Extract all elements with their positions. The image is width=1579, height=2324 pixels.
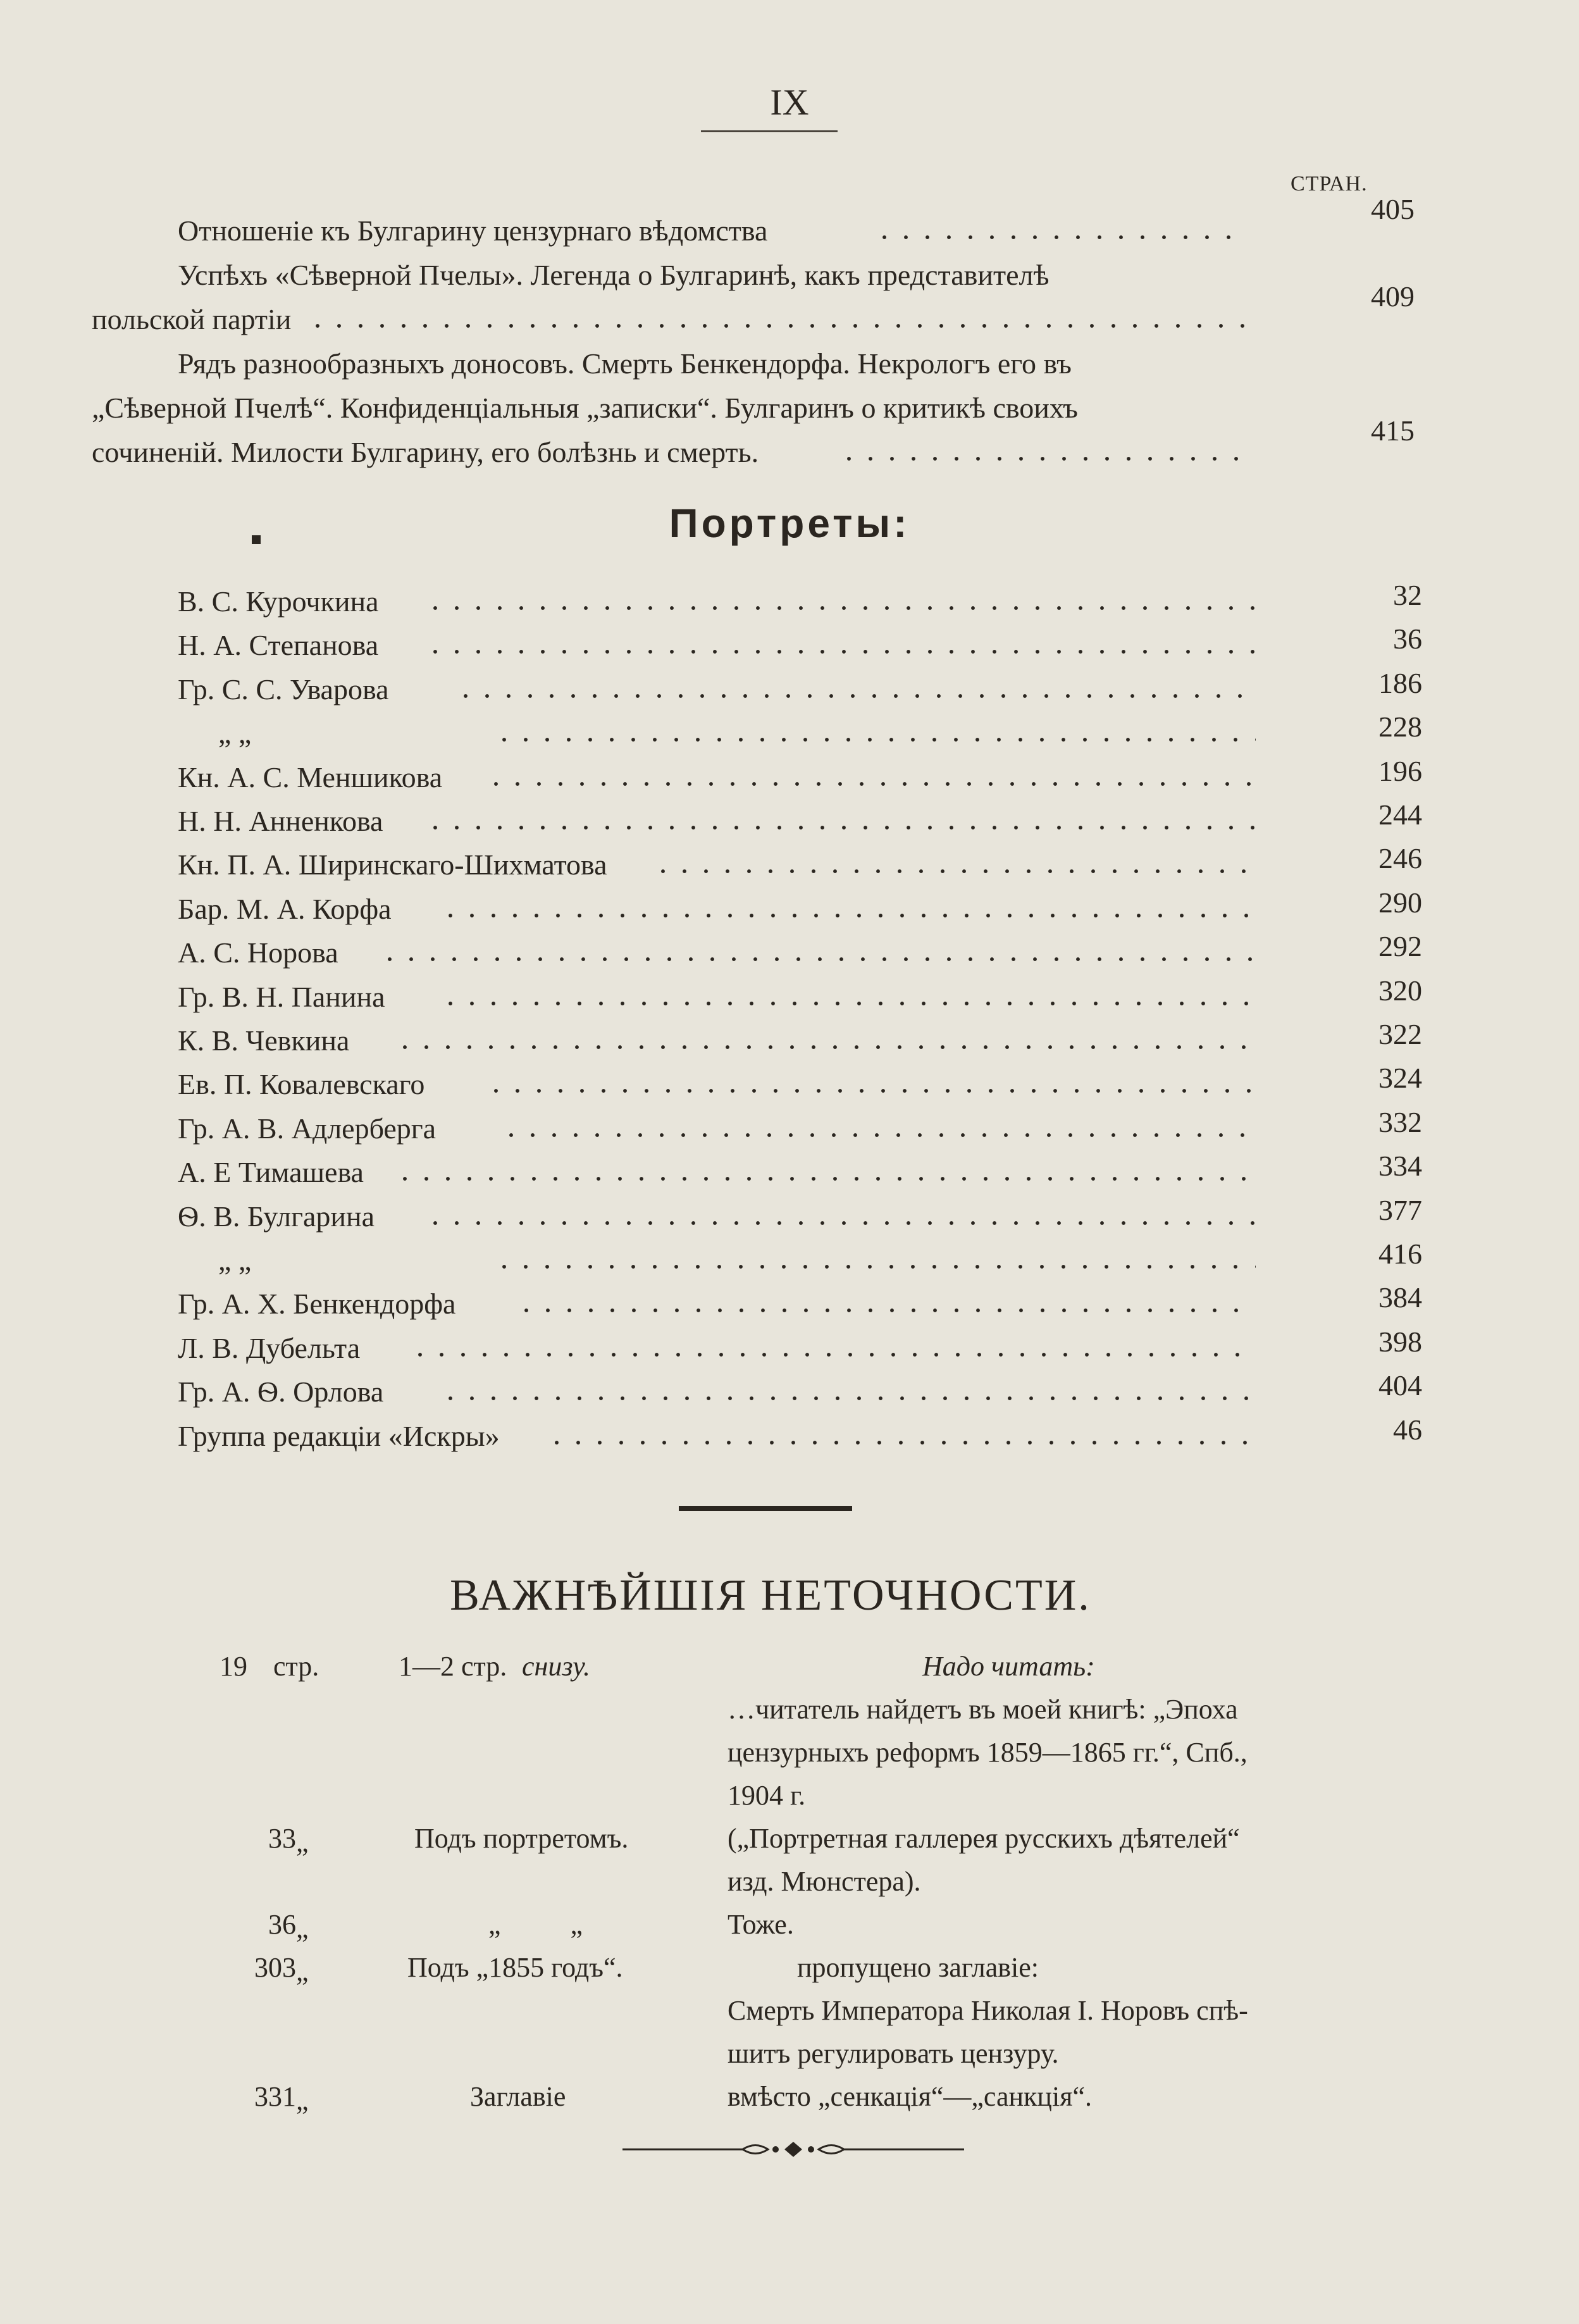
- errata-ditto: „: [296, 1956, 309, 1987]
- errata-header-line-suffix: снизу.: [522, 1651, 590, 1682]
- errata-header-page-unit: стр.: [273, 1651, 319, 1682]
- portrait-page: 404: [1378, 1369, 1422, 1402]
- chapter-entry-text: Отношеніе къ Булгарину цензурнаго вѣдомства: [178, 214, 768, 247]
- portrait-name: Кн. П. А. Ширинскаго-Шихматова: [178, 848, 607, 881]
- page-column-header: СТРАН.: [1291, 172, 1368, 196]
- portrait-name: Гр. А. Ѳ. Орлова: [178, 1376, 384, 1408]
- dot-leader: [379, 957, 1256, 961]
- portrait-page: 196: [1378, 754, 1422, 787]
- dot-leader: [307, 324, 1246, 328]
- portrait-entry: [0, 1414, 1579, 1458]
- errata-location: Подъ портретомъ.: [414, 1823, 629, 1854]
- chapter-entry-line: [0, 414, 1579, 475]
- portrait-page: 244: [1378, 798, 1422, 831]
- errata-ditto: „: [296, 2085, 309, 2116]
- portrait-name: В. С. Курочкина: [178, 585, 379, 618]
- errata-header-line: 1—2 стр.: [399, 1651, 507, 1682]
- chapter-entry-text: сочиненій. Милости Булгарину, его болѣзнь и смерть.: [92, 436, 759, 468]
- ornament-divider-icon: [622, 2139, 964, 2160]
- portrait-name: Гр. С. С. Уварова: [178, 673, 389, 705]
- portrait-name: „ „: [218, 717, 252, 750]
- errata-page: 303: [254, 1952, 296, 1983]
- errata-correction: …читатель найдетъ въ моей книгѣ: „Эпоха: [728, 1694, 1238, 1725]
- portrait-name: Ев. П. Ковалевскаго: [178, 1068, 425, 1101]
- portrait-page: 384: [1378, 1281, 1422, 1314]
- portrait-page: 322: [1378, 1018, 1422, 1050]
- portrait-name: Бар. М. А. Корфа: [178, 892, 392, 925]
- portrait-name: К. В. Чевкина: [178, 1024, 350, 1057]
- chapter-entry-line: [0, 342, 1579, 386]
- errata-ditto: „: [296, 1827, 309, 1858]
- dot-leader: [394, 1045, 1256, 1049]
- page-number: IX: [770, 82, 809, 123]
- dot-leader: [409, 1353, 1256, 1357]
- portrait-page: 186: [1378, 666, 1422, 699]
- chapter-entry-page: 409: [1371, 280, 1415, 313]
- errata-correction: 1904 г.: [728, 1780, 806, 1811]
- errata-ditto: „: [296, 1913, 309, 1944]
- errata-location: Заглавіе: [470, 2081, 566, 2112]
- dot-leader: [440, 914, 1256, 917]
- portrait-name: „ „: [218, 1244, 252, 1276]
- header-rule: [701, 130, 838, 132]
- dot-leader: [394, 1177, 1256, 1181]
- dot-leader: [485, 782, 1256, 786]
- chapter-entry-text: Успѣхъ «Сѣверной Пчелы». Легенда о Булгаринѣ, какъ представителѣ: [178, 259, 1050, 291]
- portrait-name: А. С. Норова: [178, 936, 338, 969]
- portrait-name: А. Е Тимашева: [178, 1156, 364, 1189]
- errata-header-page: 19: [220, 1651, 247, 1682]
- errata-correction: („Портретная галлерея русскихъ дѣятелей“: [728, 1823, 1240, 1854]
- chapter-entry-line: [0, 193, 1579, 253]
- section-rule: [679, 1506, 852, 1511]
- portrait-page: 332: [1378, 1105, 1422, 1138]
- portrait-page: 398: [1378, 1325, 1422, 1358]
- errata-correction: вмѣсто „сенкація“—„санкція“.: [728, 2081, 1092, 2112]
- errata-correction: Тоже.: [728, 1909, 794, 1940]
- errata-location: „ „: [488, 1909, 583, 1940]
- chapter-entry-page: 405: [1371, 193, 1415, 225]
- bullet-mark: [252, 535, 261, 544]
- chapter-entry-text: Рядъ разнообразныхъ доносовъ. Смерть Бенкендорфа. Некрологъ его въ: [178, 347, 1072, 380]
- errata-page: 36: [268, 1909, 296, 1940]
- dot-leader: [516, 1308, 1256, 1312]
- portrait-page: 32: [1393, 579, 1422, 611]
- dot-leader: [424, 606, 1256, 610]
- portrait-page: 246: [1378, 842, 1422, 875]
- errata-correction: шитъ регулировать цензуру.: [728, 2038, 1059, 2069]
- dot-leader: [424, 1221, 1256, 1225]
- dot-leader: [424, 826, 1256, 830]
- portrait-name: Гр. А. В. Адлерберга: [178, 1112, 437, 1145]
- portrait-page: 290: [1378, 886, 1422, 919]
- errata-page: 33: [268, 1823, 296, 1854]
- portrait-name: Кн. А. С. Меншикова: [178, 761, 443, 793]
- dot-leader: [455, 694, 1256, 698]
- portrait-page: 416: [1378, 1238, 1422, 1270]
- dot-leader: [500, 1133, 1256, 1137]
- chapter-entry-text: польской партіи: [92, 303, 292, 335]
- portrait-page: 324: [1378, 1062, 1422, 1095]
- portrait-name: Ѳ. В. Булгарина: [178, 1200, 375, 1233]
- errata-correction: пропущено заглавіе:: [728, 1952, 1039, 1983]
- portrait-page: 228: [1378, 711, 1422, 743]
- dot-leader: [652, 869, 1256, 873]
- errata-correction: Смерть Императора Николая I. Норовъ спѣ-: [728, 1995, 1248, 2026]
- errata-correction: изд. Мюнстера).: [728, 1866, 921, 1897]
- dot-leader: [493, 1265, 1256, 1269]
- portrait-name: Н. Н. Анненкова: [178, 805, 383, 837]
- dot-leader: [493, 738, 1256, 742]
- dot-leader: [485, 1089, 1256, 1093]
- dot-leader: [546, 1441, 1256, 1445]
- dot-leader: [838, 457, 1246, 461]
- dot-leader: [440, 1002, 1256, 1005]
- chapter-entry-line: [0, 280, 1579, 342]
- errata-header-correction: Надо читать:: [922, 1651, 1095, 1682]
- portrait-name: Гр. А. Х. Бенкендорфа: [178, 1288, 456, 1320]
- errata-location: Подъ „1855 годъ“.: [407, 1952, 623, 1983]
- portraits-title: Портреты:: [669, 500, 910, 546]
- portrait-name: Гр. В. Н. Панина: [178, 980, 385, 1013]
- portrait-page: 334: [1378, 1150, 1422, 1183]
- portrait-page: 320: [1378, 974, 1422, 1007]
- dot-leader: [424, 650, 1256, 654]
- portrait-page: 292: [1378, 930, 1422, 963]
- errata-page: 331: [254, 2081, 296, 2112]
- portrait-name: Группа редакціи «Искры»: [178, 1419, 500, 1452]
- portrait-page: 46: [1393, 1413, 1422, 1446]
- errata-correction: цензурныхъ реформъ 1859—1865 гг.“, Спб.,: [728, 1737, 1248, 1768]
- chapter-entry-page: 415: [1371, 414, 1415, 447]
- dot-leader: [440, 1396, 1256, 1400]
- portrait-name: Н. А. Степанова: [178, 629, 379, 662]
- portrait-page: 377: [1378, 1193, 1422, 1226]
- portrait-name: Л. В. Дубельта: [178, 1331, 361, 1364]
- dot-leader: [874, 235, 1246, 239]
- portrait-page: 36: [1393, 623, 1422, 656]
- chapter-entry-text: „Сѣверной Пчелѣ“. Конфиденціальныя „записки“. Булгаринъ о критикѣ своихъ: [92, 392, 1078, 424]
- errata-title: ВАЖНѢЙШІЯ НЕТОЧНОСТИ.: [450, 1571, 1091, 1620]
